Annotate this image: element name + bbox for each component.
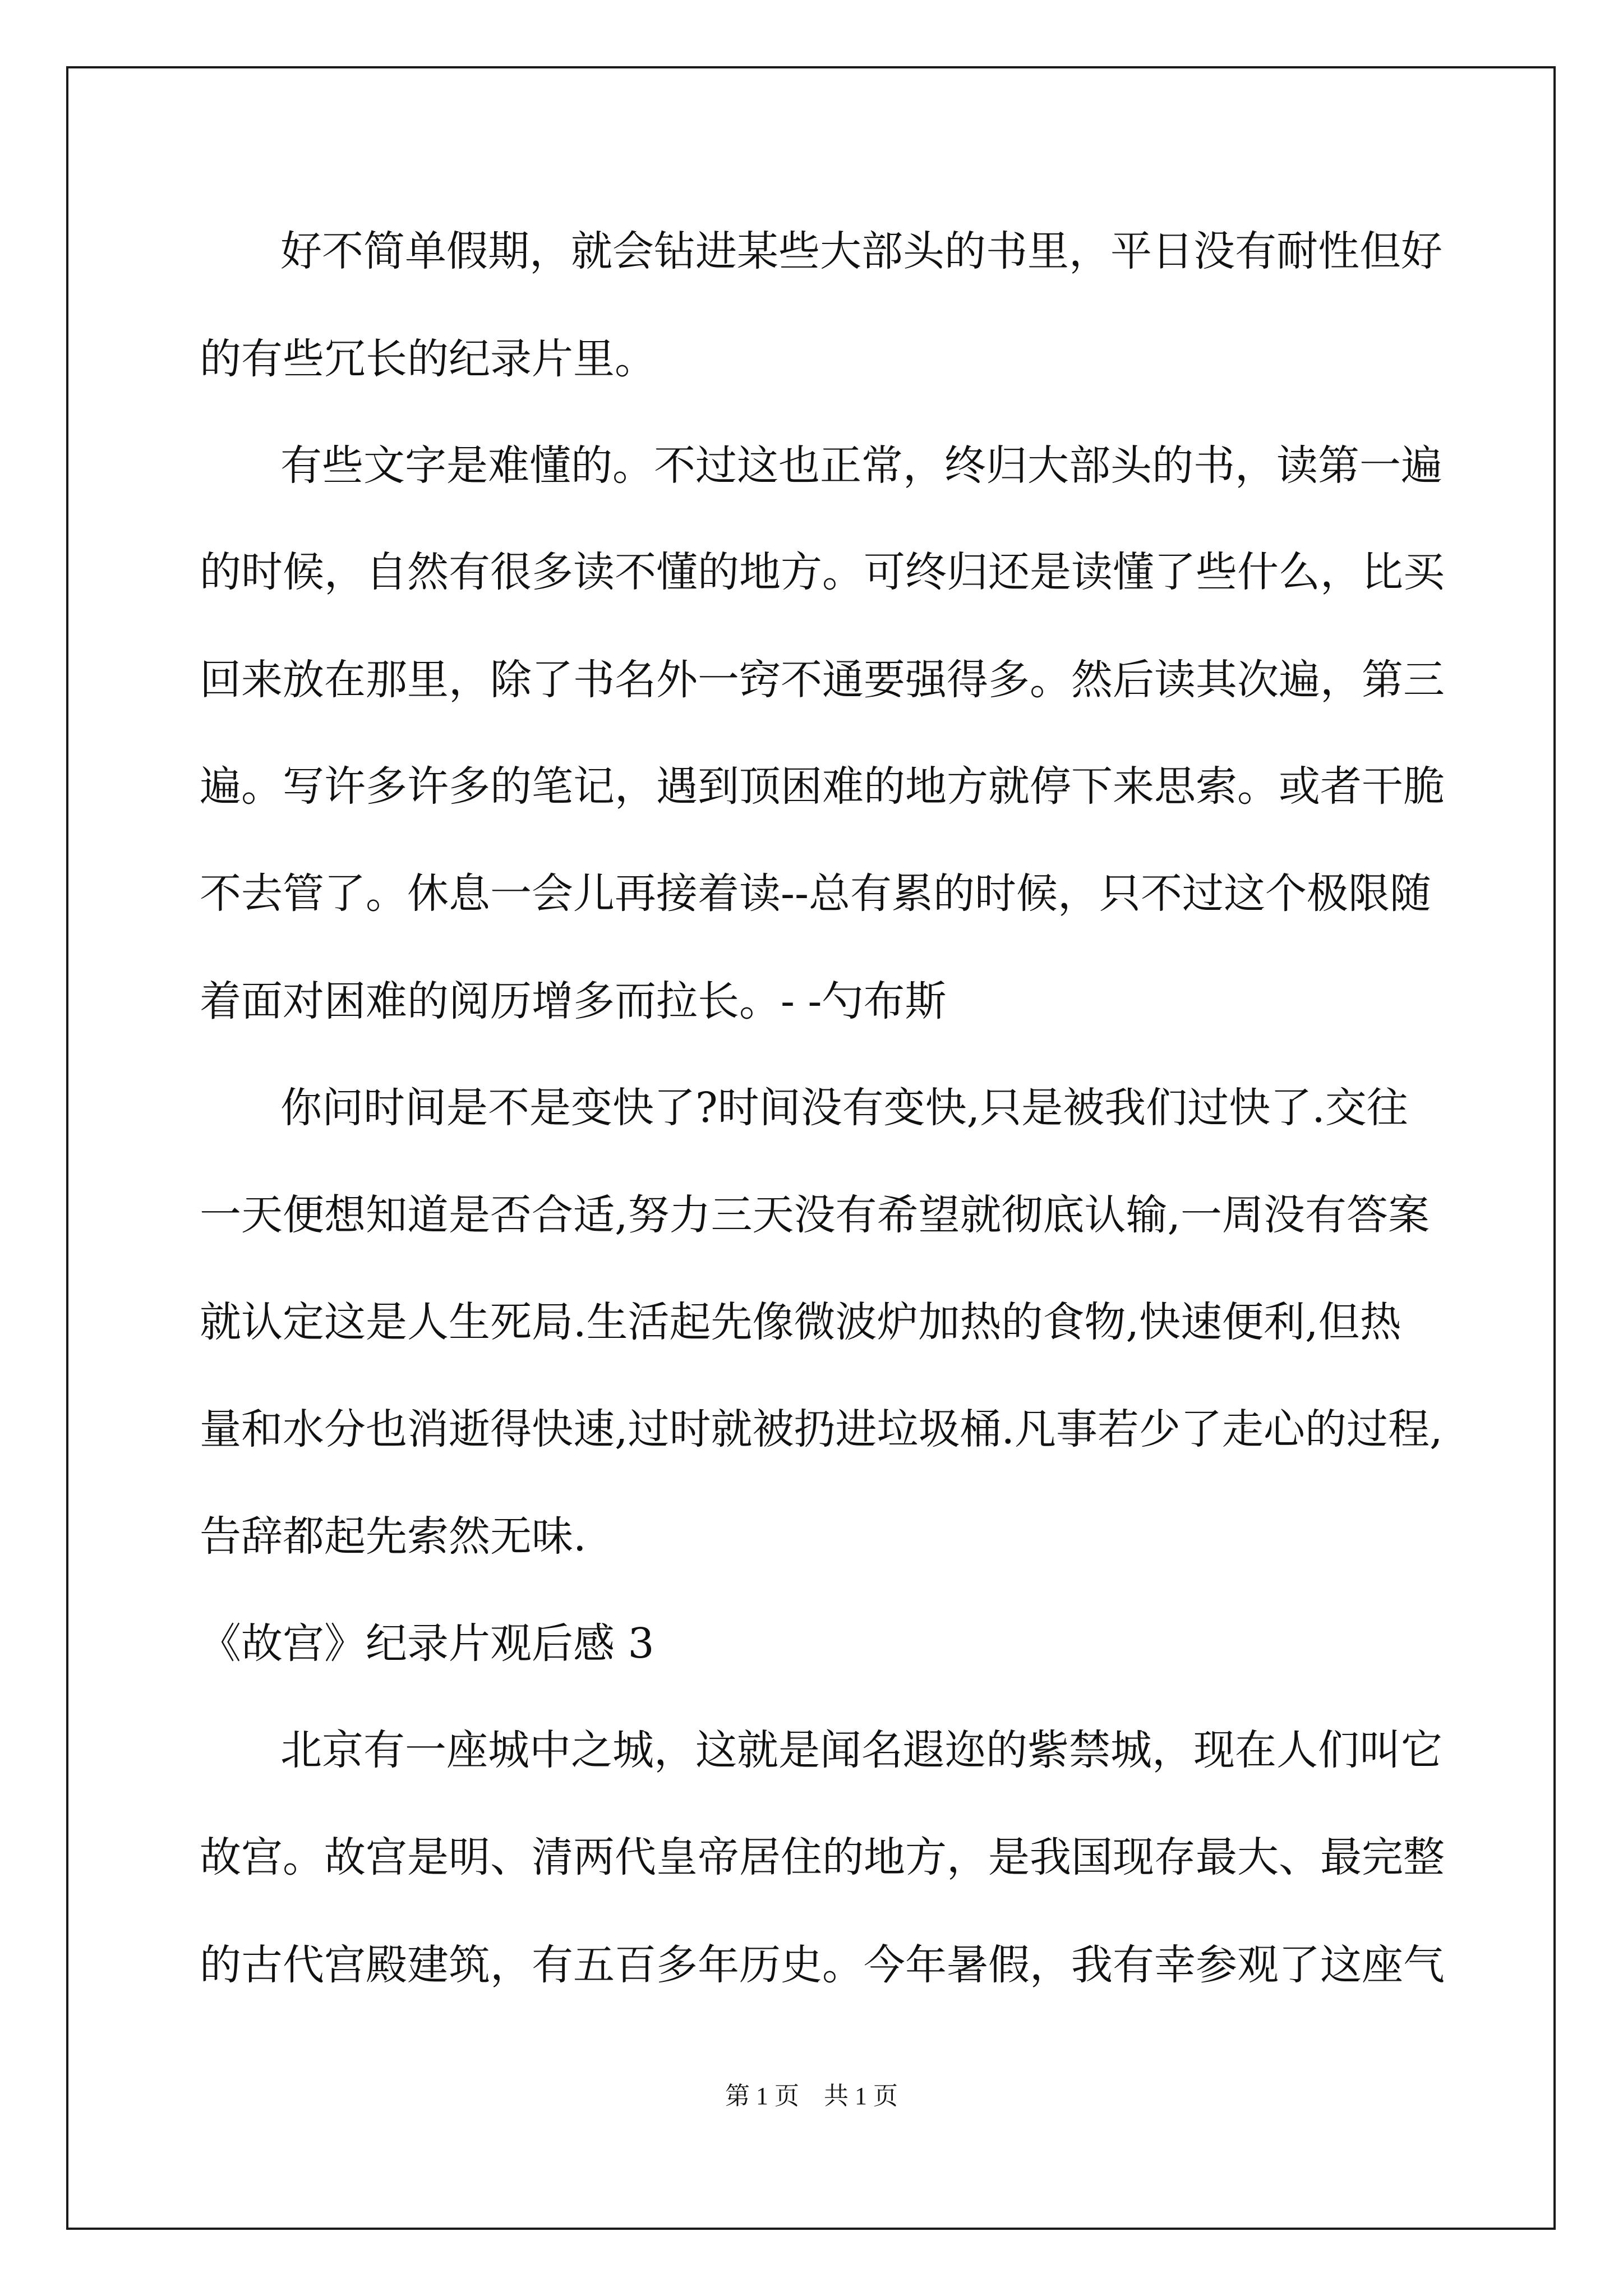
paragraph-4-line-3: 的古代宫殿建筑，有五百多年历史。今年暑假，我有幸参观了这座气: [200, 1941, 1445, 1989]
section-heading: 《故宫》纪录片观后感 3: [200, 1619, 654, 1668]
paragraph-2-line-3: 回来放在那里，除了书名外一窍不通要强得多。然后读其次遍，第三: [200, 656, 1445, 704]
paragraph-3-line-1: 你问时间是不是变快了?时间没有变快,只是被我们过快了.交往: [280, 1084, 1408, 1132]
paragraph-2-line-6: 着面对困难的阅历增多而拉长。- -勺布斯: [200, 977, 947, 1025]
paragraph-3-line-4: 量和水分也消逝得快速,过时就被扔进垃圾桶.凡事若少了走心的过程,: [200, 1405, 1443, 1453]
page-border: [66, 66, 1556, 2230]
paragraph-2-line-4: 遍。写许多许多的笔记，遇到顶困难的地方就停下来思索。或者干脆: [200, 762, 1445, 811]
paragraph-3-line-2: 一天便想知道是否合适,努力三天没有希望就彻底认输,一周没有答案: [200, 1191, 1430, 1239]
paragraph-1-line-2: 的有些冗长的纪录片里。: [200, 335, 656, 383]
paragraph-3-line-3: 就认定这是人生死局.生活起先像微波炉加热的食物,快速便利,但热: [200, 1298, 1401, 1346]
paragraph-3-line-5: 告辞都起先索然无味.: [200, 1512, 587, 1561]
paragraph-1-line-1: 好不简单假期，就会钻进某些大部头的书里，平日没有耐性但好: [280, 227, 1442, 275]
paragraph-2-line-5: 不去管了。休息一会儿再接着读--总有累的时候，只不过这个极限随: [200, 869, 1432, 918]
paragraph-2-line-1: 有些文字是难懂的。不过这也正常，终归大部头的书，读第一遍: [280, 441, 1442, 490]
paragraph-2-line-2: 的时候，自然有很多读不懂的地方。可终归还是读懂了些什么，比买: [200, 548, 1445, 596]
page-number: 第 1 页 共 1 页: [725, 2082, 898, 2110]
paragraph-4-line-2: 故宫。故宫是明、清两代皇帝居住的地方，是我国现存最大、最完整: [200, 1833, 1445, 1881]
paragraph-4-line-1: 北京有一座城中之城，这就是闻名遐迩的紫禁城，现在人们叫它: [280, 1726, 1442, 1774]
